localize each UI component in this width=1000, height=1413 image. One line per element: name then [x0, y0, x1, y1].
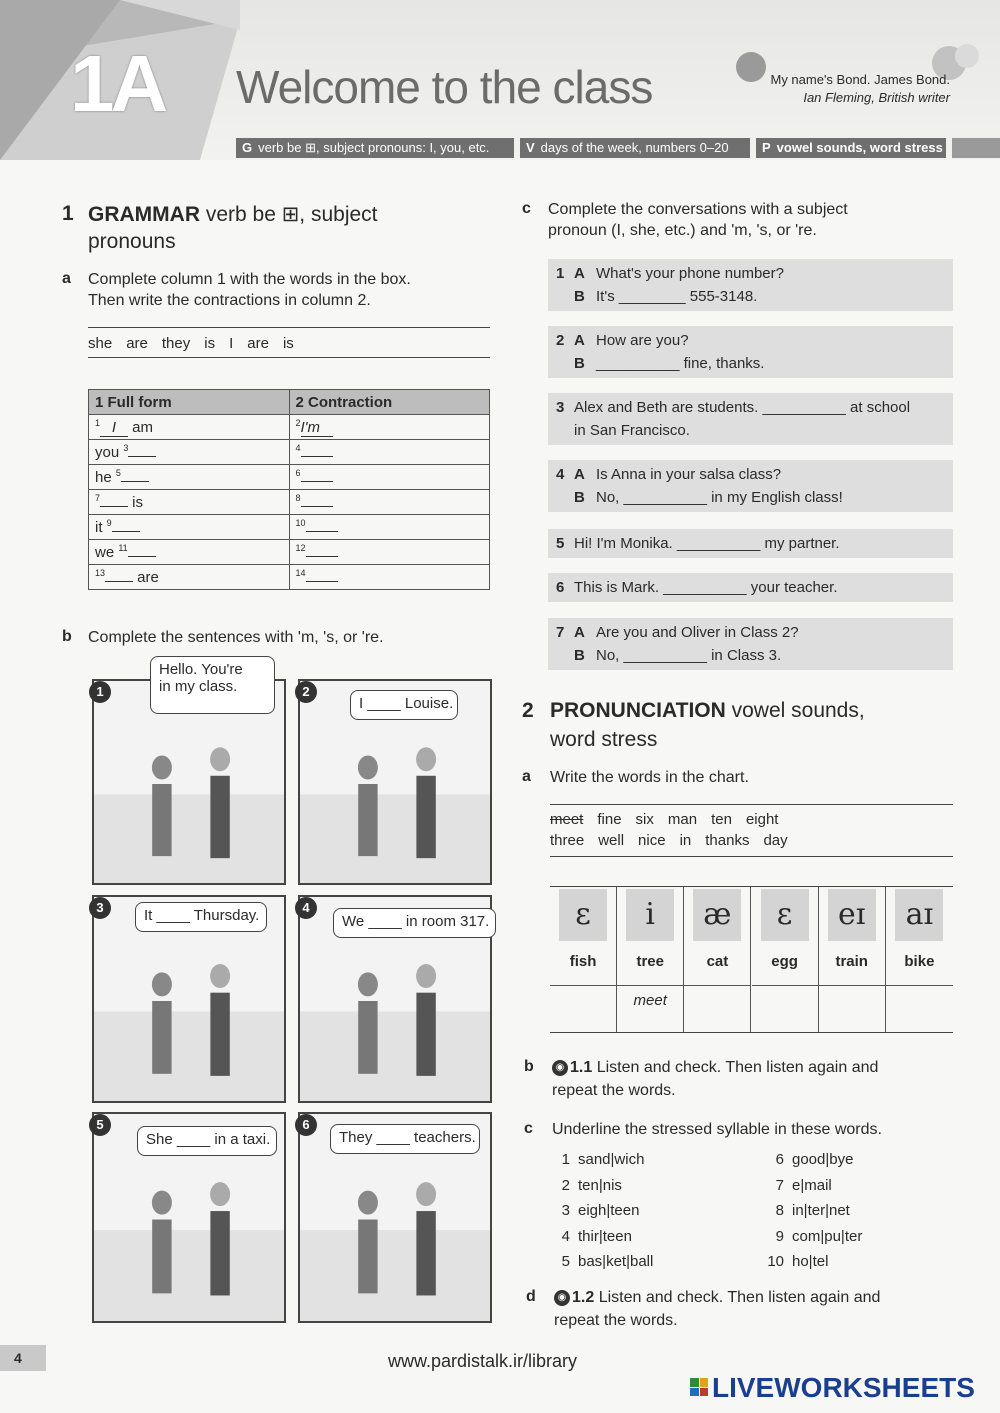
stress-word[interactable]: com|pu|ter [792, 1227, 863, 1245]
speaker-label: B [574, 355, 585, 372]
word-box-item: are [126, 335, 148, 352]
conversation-text[interactable]: Hi! I'm Monika. __________ my partner. [574, 535, 840, 552]
conversation-text[interactable]: No, __________ in Class 3. [596, 647, 782, 664]
stress-item [758, 1249, 862, 1275]
cell-text: are [133, 569, 159, 586]
sound-word: bike [904, 953, 935, 970]
decor-circle [955, 44, 979, 68]
conversation-text[interactable]: What's your phone number? [596, 265, 784, 282]
item-number: 9 [775, 1227, 784, 1245]
word-box-top-rule [550, 804, 953, 805]
chart-answer-cell[interactable] [819, 985, 885, 1032]
instruction: Complete the sentences with 'm, 's, or 're. [88, 629, 384, 646]
table-row [89, 490, 490, 515]
exercise-label: d [526, 1288, 536, 1305]
answer-blank[interactable] [100, 506, 128, 507]
exercise-label: b [62, 628, 72, 645]
table-row [89, 465, 490, 490]
conversation-line [556, 532, 945, 555]
item-number: 4 [556, 466, 565, 483]
speech-bubble [137, 1126, 277, 1156]
item-number: 3 [561, 1202, 570, 1219]
exercise-label: b [524, 1058, 534, 1075]
stress-word[interactable]: eigh|teen [578, 1202, 640, 1219]
word-box-item: eight [745, 811, 779, 828]
phonetic-symbol: ɛ [776, 897, 793, 932]
stress-item [552, 1198, 653, 1224]
speech-bubble [135, 902, 267, 932]
instruction: pronoun (I, she, etc.) and 'm, 's, or 're. [548, 222, 817, 239]
pronunciation-heading: PRONUNCIATION vowel sounds, [550, 699, 865, 722]
conversation-line [556, 419, 945, 442]
stress-list-left [552, 1147, 653, 1275]
word-box-item: ten [711, 811, 732, 828]
speech-bubble [330, 1124, 480, 1154]
chart-answer-cell[interactable] [752, 985, 818, 1032]
conversation-item [548, 460, 953, 512]
item-number: 5 [561, 1253, 570, 1270]
conversation-text[interactable]: This is Mark. __________ your teacher. [574, 579, 838, 596]
item-number: 7 [775, 1176, 784, 1194]
answer-blank[interactable]: I [100, 419, 128, 437]
chart-column [752, 887, 819, 1032]
item-number: 10 [295, 518, 306, 528]
full-form-cell [89, 515, 290, 540]
speech-bubble [333, 908, 496, 938]
word-box-item: is [204, 335, 216, 352]
word-box-item: day [763, 832, 788, 849]
vocabulary-tag: V days of the week, numbers 0–20 [520, 138, 750, 158]
conversation-text[interactable]: It's ________ 555-3148. [596, 288, 758, 305]
instruction: ◉ 1.2 Listen and check. Then listen again and [554, 1287, 880, 1308]
answer-blank[interactable] [128, 556, 156, 557]
stress-word[interactable]: thir|teen [578, 1227, 632, 1245]
full-form-cell [89, 415, 290, 440]
stress-word[interactable]: e|mail [792, 1176, 832, 1194]
contraction-cell [289, 465, 490, 490]
phonetic-symbol: aɪ [905, 897, 934, 932]
conversation-item [548, 393, 953, 445]
conversation-item [548, 573, 953, 602]
conversation-text[interactable]: Are you and Oliver in Class 2? [596, 624, 799, 641]
item-number: 7 [556, 624, 565, 641]
table-row [89, 565, 490, 590]
conversation-line [556, 463, 945, 486]
answer-blank[interactable] [112, 531, 140, 532]
answer-blank[interactable] [306, 531, 338, 532]
item-number: 13 [95, 568, 106, 578]
sound-word: cat [706, 953, 729, 970]
word-box-bottom-rule [88, 357, 490, 358]
item-number: 10 [767, 1253, 784, 1270]
quote-author: Ian Fleming, British writer [803, 90, 950, 105]
conversation-line [556, 329, 945, 352]
item-number: 11 [118, 543, 128, 553]
word-box-item: they [161, 335, 191, 352]
word-box-item: man [667, 811, 698, 828]
word-box-item: six [635, 811, 654, 828]
stress-word[interactable]: ten|nis [578, 1176, 622, 1194]
full-form-cell [89, 465, 290, 490]
item-number: 5 [115, 468, 121, 478]
instruction: Underline the stressed syllable in these words. [552, 1121, 882, 1138]
word-box-item: she [88, 335, 113, 352]
brand-logo: LIVEWORKSHEETS [712, 1372, 975, 1403]
sound-word: egg [771, 953, 798, 970]
conversation-text[interactable]: How are you? [596, 332, 689, 349]
table-header: 1 Full form [89, 390, 290, 415]
section-number: 1 [62, 202, 74, 225]
speech-bubble [350, 690, 458, 720]
stress-item [758, 1173, 862, 1199]
item-number: 1 [561, 1151, 570, 1168]
quote: My name's Bond. James Bond. [770, 72, 950, 87]
chart-answer-cell[interactable]: meet [617, 985, 683, 1032]
chart-column [617, 887, 684, 1032]
conversation-line [556, 396, 945, 419]
phonetic-symbol: ɛ [575, 897, 591, 932]
page-number: 4 [0, 1345, 46, 1371]
panel-number: 2 [295, 681, 317, 703]
contraction-cell [289, 440, 490, 465]
chart-answer-cell[interactable] [886, 985, 953, 1032]
conversation-text[interactable]: Is Anna in your salsa class? [596, 466, 782, 483]
conversation-text[interactable]: Alex and Beth are students. __________ at school [574, 399, 911, 416]
cell-text: we [95, 544, 119, 561]
sound-picture-icon [559, 889, 607, 941]
item-number: 6 [295, 468, 301, 478]
cell-text: am [128, 418, 154, 436]
item-number: 6 [556, 579, 565, 596]
contraction-cell [289, 565, 490, 590]
answer-blank[interactable] [301, 481, 333, 482]
conversation-text[interactable]: No, __________ in my English class! [596, 489, 843, 506]
word-box-item: are [247, 335, 269, 352]
word-box-line2 [550, 832, 802, 849]
answer-blank[interactable] [121, 481, 149, 482]
item-number: 4 [295, 443, 301, 453]
bubble-text: in my class. [159, 678, 238, 695]
item-number: 2 [295, 417, 301, 428]
sound-picture-icon [626, 889, 674, 941]
cell-text: is [128, 494, 144, 511]
stress-item [552, 1249, 653, 1275]
item-number: 9 [106, 518, 112, 528]
table-row [89, 515, 490, 540]
conversation-item [548, 259, 953, 311]
phonetic-symbol: æ [703, 897, 732, 932]
source-url[interactable]: www.pardistalk.ir/library [388, 1351, 578, 1371]
conversation-text[interactable]: in San Francisco. [574, 422, 690, 439]
answer-blank[interactable] [105, 581, 133, 582]
contraction-cell [289, 490, 490, 515]
item-number: 4 [561, 1227, 570, 1245]
full-form-cell [89, 540, 290, 565]
exercise-label: c [524, 1120, 533, 1137]
answer-blank[interactable]: I'm [301, 419, 333, 437]
audio-icon[interactable]: ◉ [552, 1060, 568, 1076]
exercise-label: a [62, 270, 71, 287]
speaker-label: A [574, 332, 585, 349]
sound-word: tree [636, 953, 664, 970]
stress-word[interactable]: good|bye [792, 1151, 854, 1168]
item-number: 12 [295, 543, 306, 553]
stress-word[interactable]: in|ter|net [792, 1202, 850, 1219]
speaker-label: B [574, 288, 585, 305]
stress-item [552, 1147, 653, 1173]
phonetic-symbol: i [645, 897, 656, 932]
item-number: 2 [556, 332, 565, 349]
instruction: Complete column 1 with the words in the box. [88, 271, 411, 288]
table-row [89, 440, 490, 465]
table-row [89, 540, 490, 565]
phonetic-symbol: eɪ [838, 897, 866, 932]
speaker-label: A [574, 265, 585, 282]
answer-blank[interactable] [301, 506, 333, 507]
instruction: ◉ 1.1 Listen and check. Then listen again and [552, 1057, 878, 1078]
item-number: 8 [295, 493, 301, 503]
pronunciation-heading-line2: word stress [550, 728, 658, 751]
bubble-text: We ____ in room 317. [342, 913, 490, 930]
cell-text: it [95, 519, 107, 536]
bubble-text: It ____ Thursday. [144, 907, 260, 924]
stress-item [758, 1147, 862, 1173]
panel-number: 6 [295, 1114, 317, 1136]
sound-picture-icon [761, 889, 809, 941]
word-box-item: is [282, 335, 294, 352]
tag-bar-end [952, 138, 1000, 158]
conversation-line [556, 352, 945, 375]
word-box-item: three [550, 832, 585, 849]
chart-column [550, 887, 617, 1032]
panel-number: 3 [89, 897, 111, 919]
unit-number: 1A [70, 39, 165, 128]
stress-item [552, 1224, 653, 1250]
cell-text: you [95, 444, 124, 461]
stress-item [552, 1173, 653, 1199]
word-box-item: fine [597, 811, 622, 828]
conversation-line [556, 621, 945, 644]
grammar-heading: GRAMMAR verb be ⊞, subject [88, 203, 378, 226]
instruction: repeat the words. [552, 1082, 676, 1099]
chart-answer-cell[interactable] [684, 985, 750, 1032]
conversation-item [548, 618, 953, 670]
chart-answer-cell[interactable] [550, 985, 616, 1032]
sound-picture-icon [828, 889, 876, 941]
speaker-label: A [574, 624, 585, 641]
word-box-item: nice [638, 832, 666, 849]
instruction: Write the words in the chart. [550, 769, 749, 786]
stress-list-right [758, 1147, 862, 1275]
answer-blank[interactable] [128, 456, 156, 457]
item-number: 6 [775, 1151, 784, 1168]
contraction-cell [289, 415, 490, 440]
speaker-label: A [574, 466, 585, 483]
answer-blank[interactable] [301, 456, 333, 457]
bubble-text: I ____ Louise. [359, 695, 454, 712]
audio-icon[interactable]: ◉ [554, 1290, 570, 1306]
word-box-item: meet [550, 811, 584, 828]
speaker-label: B [574, 489, 585, 506]
liveworksheets-logo-icon [690, 1378, 708, 1396]
speaker-label: B [574, 647, 585, 664]
bubble-text: Hello. You're [159, 661, 243, 678]
conversation-line [556, 285, 945, 308]
sound-picture-icon [895, 889, 943, 941]
chart-column [684, 887, 751, 1032]
page-title: Welcome to the class [236, 61, 653, 113]
item-number: 7 [95, 493, 101, 503]
sound-word: fish [569, 953, 597, 970]
word-box-top-rule [88, 327, 490, 328]
instruction: repeat the words. [554, 1312, 678, 1329]
contraction-cell [289, 540, 490, 565]
sound-chart [550, 886, 953, 1033]
full-form-cell [89, 490, 290, 515]
speech-bubble [150, 656, 275, 714]
stress-word[interactable]: sand|wich [578, 1151, 645, 1168]
chart-column [886, 887, 953, 1032]
conversation-item [548, 529, 953, 558]
item-number: 5 [556, 535, 565, 552]
word-box-item: thanks [705, 832, 750, 849]
item-number: 3 [556, 399, 565, 416]
stress-word[interactable]: ho|tel [792, 1253, 829, 1270]
stress-item [758, 1224, 862, 1250]
full-form-table [88, 389, 490, 590]
sound-word: train [835, 953, 868, 970]
bubble-text: She ____ in a taxi. [146, 1131, 271, 1148]
panel-number: 4 [295, 897, 317, 919]
answer-blank[interactable] [306, 581, 338, 582]
stress-word[interactable]: bas|ket|ball [578, 1253, 654, 1270]
conversation-line [556, 262, 945, 285]
item-number: 2 [561, 1176, 570, 1194]
conversation-text[interactable]: __________ fine, thanks. [596, 355, 765, 372]
item-number: 1 [95, 417, 101, 428]
word-box-bottom-rule [550, 856, 953, 857]
panel-number: 1 [89, 681, 111, 703]
cell-text: he [95, 469, 116, 486]
conversation-line [556, 486, 945, 509]
conversation-item [548, 326, 953, 378]
answer-blank[interactable] [306, 556, 338, 557]
item-number: 1 [556, 265, 565, 282]
full-form-cell [89, 440, 290, 465]
chart-column [819, 887, 886, 1032]
item-number: 8 [775, 1202, 784, 1219]
bubble-text: They ____ teachers. [339, 1129, 476, 1146]
exercise-label: a [522, 768, 531, 785]
sound-picture-icon [693, 889, 741, 941]
section-number: 2 [522, 699, 534, 722]
word-box-item: well [598, 832, 625, 849]
grammar-heading-line2: pronouns [88, 230, 176, 253]
exercise-label: c [522, 200, 531, 217]
conversation-line [556, 576, 945, 599]
word-box-line1 [550, 811, 792, 828]
pronunciation-tag: P vowel sounds, word stress [756, 138, 946, 158]
instruction: Then write the contractions in column 2. [88, 292, 371, 309]
table-row [89, 415, 490, 440]
item-number: 3 [123, 443, 129, 453]
word-box [88, 335, 308, 352]
table-header: 2 Contraction [289, 390, 490, 415]
item-number: 14 [295, 568, 306, 578]
word-box-item: in [679, 832, 692, 849]
grammar-tag: G verb be ⊞, subject pronouns: I, you, etc. [236, 138, 514, 158]
contraction-cell [289, 515, 490, 540]
panel-number: 5 [89, 1114, 111, 1136]
word-box-item: I [229, 335, 234, 352]
full-form-cell [89, 565, 290, 590]
stress-item [758, 1198, 862, 1224]
conversation-line [556, 644, 945, 667]
instruction: Complete the conversations with a subject [548, 201, 848, 218]
